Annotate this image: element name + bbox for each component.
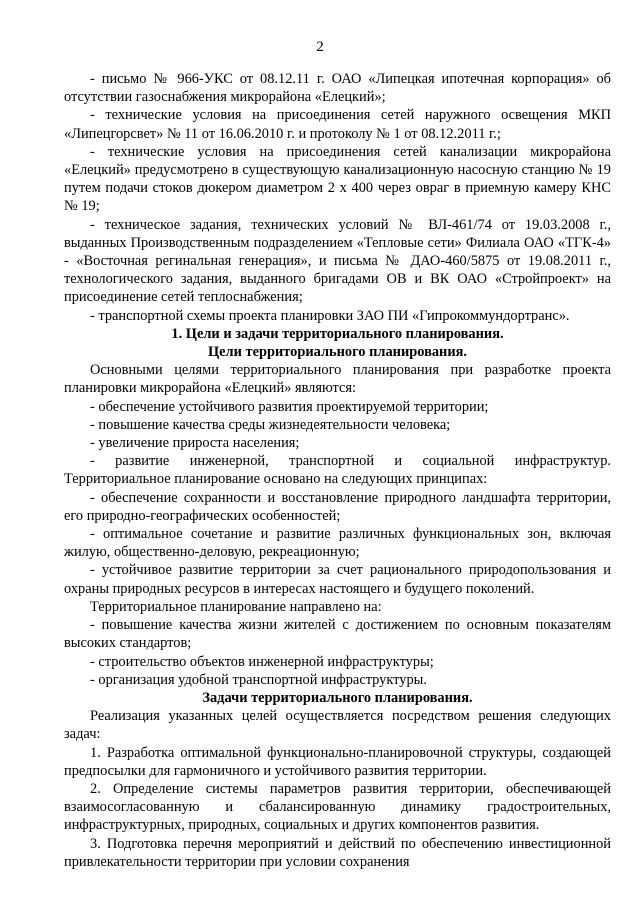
paragraph: 2. Определение системы параметров развития территории, обеспечивающей взаимосогласованную и сбалансированную динамику градостроительных, инфраструктурных, природных, социальных и других компонентов развития. — [64, 780, 611, 834]
paragraph: - устойчивое развитие территории за счет рационального природопользования и охраны природных ресурсов в интересах настоящего и будущего поколений. — [64, 562, 611, 597]
paragraph: - организация удобной транспортной инфраструктуры. — [90, 671, 427, 688]
paragraph: - оптимальное сочетание и развитие различных функциональных зон, включая жилую, общественно-деловую, рекреационную; — [64, 526, 611, 561]
paragraph: - письмо № 966-УКС от 08.12.11 г. ОАО «Липецкая ипотечная корпорация» об отсутствии газоснабжения микрорайона «Елецкий»; — [64, 71, 611, 106]
paragraph: - увеличение прироста населения; — [90, 435, 300, 452]
document-body — [64, 70, 611, 871]
page-number: 2 — [316, 39, 324, 55]
paragraph: - повышение качества жизни жителей с достижением по основным показателям высоких стандартов; — [64, 617, 611, 652]
paragraph: Реализация указанных целей осуществляется посредством решения следующих задач: — [64, 708, 611, 743]
paragraph: 1. Разработка оптимальной функционально-планировочной структуры, создающей предпосылки для гармоничного и устойчивого развития территории. — [64, 744, 611, 779]
paragraph: - технические условия на присоединения сетей наружного освещения МКП «Липецгорсвет» № 11 от 16.06.2010 г. и протоколу № 1 от 08.12.2011 г.; — [64, 107, 611, 142]
paragraph: - обеспечение устойчивого развития проектируемой территории; — [90, 398, 489, 415]
section-heading: Цели территориального планирования. — [207, 344, 468, 361]
paragraph: Территориальное планирование направлено на: — [90, 598, 382, 615]
paragraph: Основными целями территориального планирования при разработке проекта планировки микрорайона «Елецкий» являются: — [64, 362, 611, 397]
paragraph: - транспортной схемы проекта планировки ЗАО ПИ «Гипрокоммундортранс». — [90, 307, 570, 324]
section-heading: 1. Цели и задачи территориального планирования. — [171, 325, 504, 342]
paragraph: 3. Подготовка перечня мероприятий и действий по обеспечению инвестиционной привлекательности территории при условии сохранения — [64, 835, 611, 870]
section-heading: Задачи территориального планирования. — [202, 689, 473, 706]
paragraph: - техническое задания, технических условий № ВЛ-461/74 от 19.03.2008 г., выданных Производственным подразделением «Тепловые сети» Филиала ОАО «ТГК-4» - «Восточная регинальная генерация», и письма № ДАО-460/5875 от 19.08.2011 г., технологического задания, выданного бригадами ОВ и ВК ОАО «Стройпроект» на присоединение сетей теплоснабжения; — [64, 216, 611, 306]
paragraph: - технические условия на присоединения сетей канализации микрорайона «Елецкий» предусмотрено в существующую канализационную насосную станцию № 19 путем подачи стоков дюкером диаметром 2 х 400 через овраг в приемную камеру КНС № 19; — [64, 143, 611, 215]
paragraph: - повышение качества среды жизнедеятельности человека; — [90, 416, 451, 433]
paragraph: - развитие инженерной, транспортной и социальной инфраструктур. Территориальное планирование основано на следующих принципах: — [64, 453, 611, 488]
paragraph: - обеспечение сохранности и восстановление природного ландшафта территории, его природно-географических особенностей; — [64, 489, 611, 524]
paragraph: - строительство объектов инженерной инфраструктуры; — [90, 653, 434, 670]
